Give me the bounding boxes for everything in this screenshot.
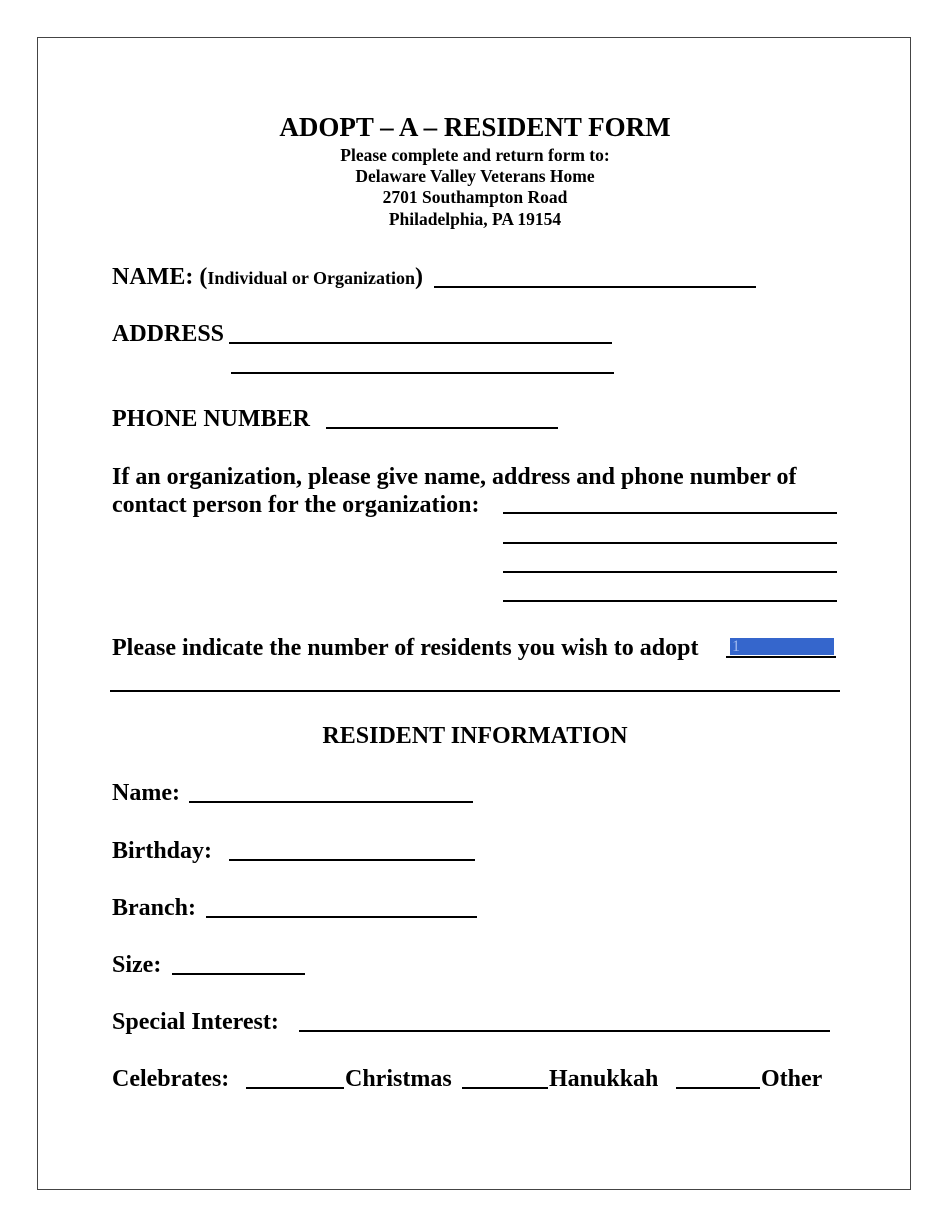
resident-name-line[interactable] [189,801,473,803]
other-label: Other [761,1066,823,1092]
section-divider [110,690,840,692]
address-line-2[interactable] [231,372,614,374]
special-interest-label: Special Interest: [112,1009,279,1035]
name-label-close: ) [415,264,424,290]
birthday-line[interactable] [229,859,475,861]
org-contact-line-1[interactable] [503,512,837,514]
return-org: Delaware Valley Veterans Home [355,166,595,186]
special-interest-line[interactable] [299,1030,830,1032]
org-contact-text-2: contact person for the organization: [112,492,480,518]
address-label: ADDRESS [112,321,225,347]
residents-label: Please indicate the number of residents you wish to adopt [112,635,699,661]
other-line[interactable] [676,1087,760,1089]
hanukkah-line[interactable] [462,1087,548,1089]
resident-name-label: Name: [112,780,180,806]
return-city: Philadelphia, PA 19154 [388,209,562,229]
size-line[interactable] [172,973,305,975]
form-title: ADOPT – A – RESIDENT FORM [279,112,671,142]
branch-line[interactable] [206,916,477,918]
celebrates-label: Celebrates: [112,1066,230,1092]
phone-label: PHONE NUMBER [112,406,310,432]
org-contact-line-2[interactable] [503,542,837,544]
phone-line[interactable] [326,427,558,429]
christmas-line[interactable] [246,1087,344,1089]
org-contact-line-4[interactable] [503,600,837,602]
address-line-1[interactable] [229,342,612,344]
residents-line [726,656,836,658]
christmas-label: Christmas [345,1066,452,1092]
name-label-text: NAME: ( [112,264,208,290]
size-label: Size: [112,952,162,978]
return-instruction: Please complete and return form to: [340,145,610,165]
birthday-label: Birthday: [112,838,213,864]
name-note: Individual or Organization [207,268,416,288]
name-line[interactable] [434,286,756,288]
org-contact-text-1: If an organization, please give name, address and phone number of [112,464,797,490]
resident-info-heading: RESIDENT INFORMATION [322,723,628,749]
org-contact-line-3[interactable] [503,571,837,573]
branch-label: Branch: [112,895,196,921]
return-street: 2701 Southampton Road [382,187,568,207]
name-label [112,265,423,289]
hanukkah-label: Hanukkah [549,1066,659,1092]
residents-count-input[interactable]: 1 [730,638,834,655]
